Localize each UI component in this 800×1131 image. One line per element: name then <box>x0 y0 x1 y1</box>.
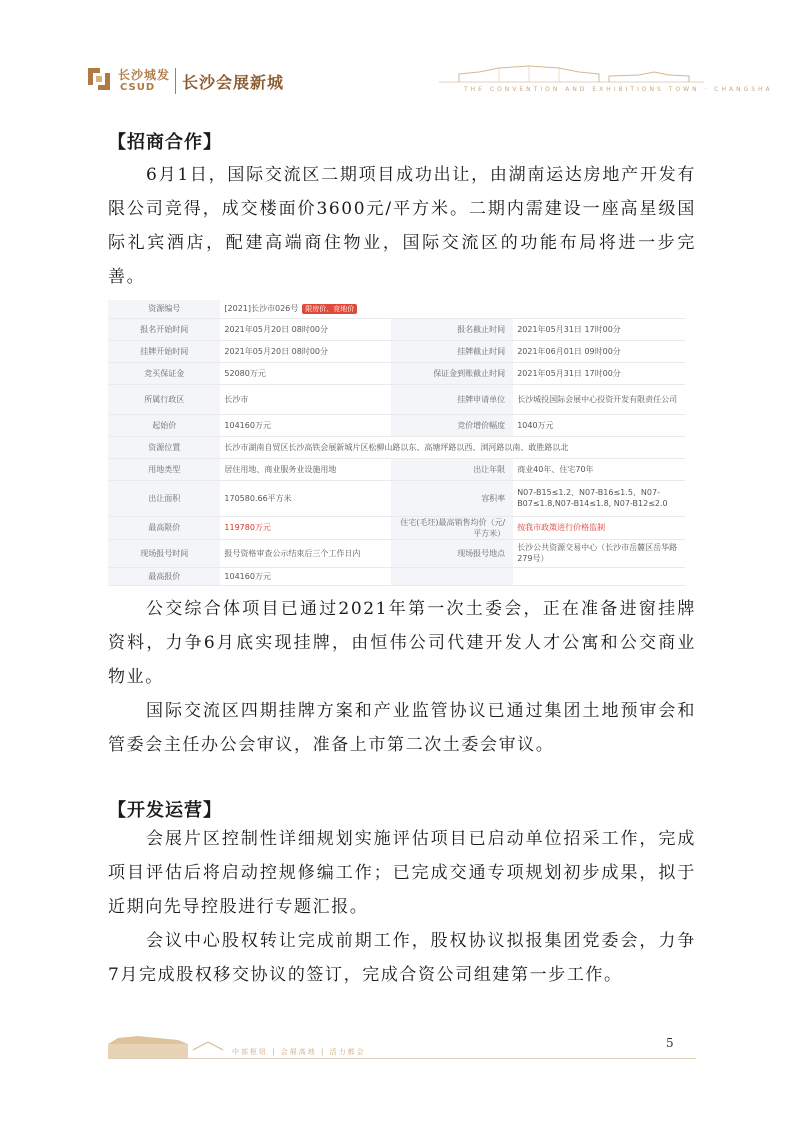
table-cell <box>513 567 685 585</box>
status-badge: 限房价、竞地价 <box>302 304 357 314</box>
table-cell: 报名截止时间 <box>391 318 513 340</box>
csud-logo-icon <box>84 64 114 94</box>
table-cell: 52080万元 <box>220 362 391 384</box>
table-cell: 119780万元 <box>220 516 391 539</box>
table-cell: 2021年05月31日 17时00分 <box>513 318 685 340</box>
table-cell: 挂牌截止时间 <box>391 340 513 362</box>
table-cell: 挂牌开始时间 <box>108 340 220 362</box>
table-cell: 长沙市湖南自贸区长沙高铁会展新城片区松柳山路以东、高塘坪路以西、浏河路以南、敢胜路以北 <box>220 436 685 458</box>
paragraph: 会展片区控制性详细规划实施评估项目已启动单位招采工作，完成项目评估后将启动控规修编工作；已完成交通专项规划初步成果，拟于近期向先导控股进行专题汇报。 <box>108 829 696 917</box>
table-cell: 现场报号地点 <box>391 539 513 567</box>
table-row <box>108 414 685 436</box>
table-cell: 居住用地、商业服务业设施用地 <box>220 458 391 480</box>
table-cell: 长沙城投国际会展中心投资开发有限责任公司 <box>513 384 685 414</box>
table-cell: 报号资格审查公示结束后三个工作日内 <box>220 539 391 567</box>
table-cell: 出让面积 <box>108 480 220 516</box>
table-cell: 资源编号 <box>108 300 220 318</box>
table-cell: 2021年05月20日 08时00分 <box>220 340 391 362</box>
table-cell: 出让年限 <box>391 458 513 480</box>
footer-slogan: 中部枢纽 | 会展高地 | 活力都会 <box>232 1048 366 1056</box>
table-cell: 用地类型 <box>108 458 220 480</box>
table-cell: 2021年05月31日 17时00分 <box>513 362 685 384</box>
table-cell <box>220 300 685 318</box>
table-cell: 170580.66平方米 <box>220 480 391 516</box>
page-number: 5 <box>666 1036 674 1050</box>
table-row <box>108 318 685 340</box>
table-cell: N07-B15≤1.2、N07-B16≤1.5、N07-B07≤1.8,N07-B14≤1.8, N07-B12≤2.0 <box>513 480 685 516</box>
paragraph: 6月1日，国际交流区二期项目成功出让，由湖南运达房地产开发有限公司竞得，成交楼面价3600元/平方米。二期内需建设一座高星级国际礼宾酒店，配建高端商住物业，国际交流区的功能布局将进一步完善。 <box>108 165 696 287</box>
table-cell: 住宅(毛坯)最高销售均价（元/平方米） <box>391 516 513 539</box>
table-cell: 起始价 <box>108 414 220 436</box>
table-cell: 保证金到账截止时间 <box>391 362 513 384</box>
table-cell: 1040万元 <box>513 414 685 436</box>
table-cell: 竞买保证金 <box>108 362 220 384</box>
logo-chinese: 长沙城发 <box>118 68 171 82</box>
table-cell: 最高限价 <box>108 516 220 539</box>
header-tagline: THE CONVENTION AND EXHIBITIONS TOWN · CHANGSHA <box>464 86 773 93</box>
skyline-decoration-icon <box>439 60 704 100</box>
paragraph: 会议中心股权转让完成前期工作，股权协议拟报集团党委会，力争7月完成股权移交协议的签订，完成合资公司组建第一步工作。 <box>108 931 696 985</box>
table-cell: 长沙市 <box>220 384 391 414</box>
table-cell: 最高报价 <box>108 567 220 585</box>
table-cell <box>391 567 513 585</box>
table-row <box>108 436 685 458</box>
table-cell: 104160万元 <box>220 567 391 585</box>
table-cell: 104160万元 <box>220 414 391 436</box>
table-row <box>108 300 685 318</box>
table-cell: 资源位置 <box>108 436 220 458</box>
table-cell: 所属行政区 <box>108 384 220 414</box>
table-cell: 长沙公共资源交易中心（长沙市岳麓区岳华路279号） <box>513 539 685 567</box>
table-cell: 2021年06月01日 09时00分 <box>513 340 685 362</box>
table-cell: 容积率 <box>391 480 513 516</box>
paragraph: 公交综合体项目已通过2021年第一次土委会，正在准备进窗挂牌资料，力争6月底实现挂牌，由恒伟公司代建开发人才公寓和公交商业物业。 <box>108 599 696 687</box>
logo-divider <box>175 68 176 94</box>
table-cell: 现场报号时间 <box>108 539 220 567</box>
auction-info-table <box>108 300 685 586</box>
table-row <box>108 567 685 585</box>
table-row <box>108 539 685 567</box>
table-row <box>108 384 685 414</box>
resource-id: [2021]长沙市026号 <box>224 304 299 314</box>
table-cell: 挂牌申请单位 <box>391 384 513 414</box>
table-row <box>108 340 685 362</box>
section-title-investment: 【招商合作】 <box>108 132 222 153</box>
page-header <box>84 60 773 100</box>
table-row <box>108 458 685 480</box>
paragraph: 国际交流区四期挂牌方案和产业监管协议已通过集团土地预审会和管委会主任办公会审议，准备上市第二次土委会审议。 <box>108 701 696 755</box>
table-cell: 商业40年、住宅70年 <box>513 458 685 480</box>
land-auction-table <box>108 300 685 588</box>
table-cell: 竞价增价幅度 <box>391 414 513 436</box>
table-cell: 按我市政策进行价格监制 <box>513 516 685 539</box>
section-title-operations: 【开发运营】 <box>108 800 222 821</box>
brand-name: 长沙会展新城 <box>182 73 285 92</box>
logo-english: CSUD <box>120 82 156 93</box>
table-row <box>108 480 685 516</box>
footer-divider <box>108 1058 696 1059</box>
table-cell: 2021年05月20日 08时00分 <box>220 318 391 340</box>
table-cell: 报名开始时间 <box>108 318 220 340</box>
table-row <box>108 516 685 539</box>
table-row <box>108 362 685 384</box>
